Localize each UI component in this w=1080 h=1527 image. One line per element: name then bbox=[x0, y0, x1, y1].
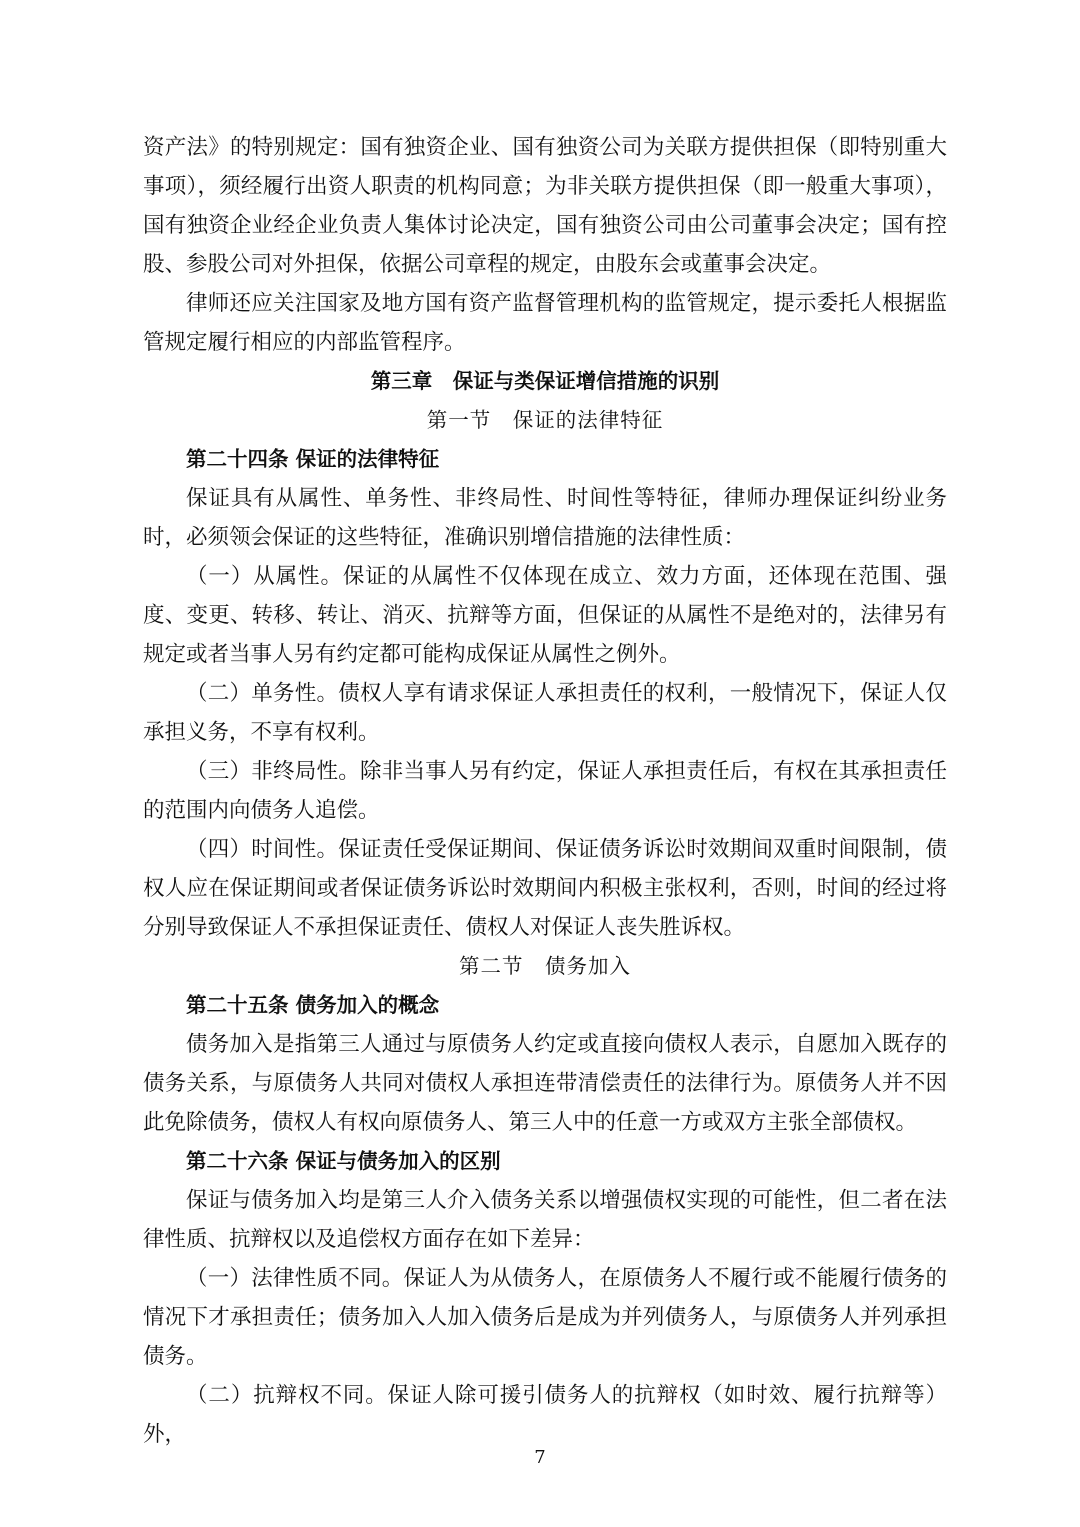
paragraph-accessory-nature: （一）从属性。保证的从属性不仅体现在成立、效力方面，还体现在范围、强度、变更、转移、转让、消灭、抗辩等方面，但保证的从属性不是绝对的，法律另有规定或者当事人另有约定都可能构成保证从属性之例外。 bbox=[143, 564, 947, 667]
chapter-title: 第三章 保证与类保证增信措施的识别 bbox=[370, 369, 720, 393]
paragraph-state-asset-rules: 资产法》的特别规定：国有独资企业、国有独资公司为关联方提供担保（即特别重大事项），须经履行出资人职责的机构同意；为非关联方提供担保（即一般重大事项），国有独资企业经企业负责人集体讨论决定，国有独资公司由公司董事会决定；国有控股、参股公司对外担保，依据公司章程的规定，由股东会或董事会决定。 bbox=[143, 135, 947, 277]
document-body bbox=[143, 128, 947, 1454]
article-24-heading: 第二十四条 保证的法律特征 bbox=[186, 447, 440, 471]
paragraph-differences-intro: 保证与债务加入均是第三人介入债务关系以增强债权实现的可能性，但二者在法律性质、抗辩权以及追偿权方面存在如下差异： bbox=[143, 1188, 947, 1252]
paragraph-defense-right-difference: （二）抗辩权不同。保证人除可援引债务人的抗辩权（如时效、履行抗辩等）外， bbox=[143, 1383, 947, 1447]
article-25-heading: 第二十五条 债务加入的概念 bbox=[186, 993, 440, 1017]
paragraph-guarantee-features: 保证具有从属性、单务性、非终局性、时间性等特征，律师办理保证纠纷业务时，必须领会保证的这些特征，准确识别增信措施的法律性质： bbox=[143, 486, 947, 550]
paragraph-legal-nature-difference: （一）法律性质不同。保证人为从债务人，在原债务人不履行或不能履行债务的情况下才承担责任；债务加入人加入债务后是成为并列债务人，与原债务人并列承担债务。 bbox=[143, 1266, 947, 1369]
paragraph-debt-joinder-concept: 债务加入是指第三人通过与原债务人约定或直接向债权人表示，自愿加入既存的债务关系，与原债务人共同对债权人承担连带清偿责任的法律行为。原债务人并不因此免除债务，债权人有权向原债务人、第三人中的任意一方或双方主张全部债权。 bbox=[143, 1032, 947, 1135]
paragraph-regulatory-notice: 律师还应关注国家及地方国有资产监督管理机构的监管规定，提示委托人根据监管规定履行相应的内部监管程序。 bbox=[143, 291, 947, 355]
page-number: 7 bbox=[534, 1447, 546, 1468]
paragraph-unilateral-nature: （二）单务性。债权人享有请求保证人承担责任的权利，一般情况下，保证人仅承担义务，不享有权利。 bbox=[143, 681, 947, 745]
section-title-1: 第一节 保证的法律特征 bbox=[426, 408, 664, 432]
article-26-heading: 第二十六条 保证与债务加入的区别 bbox=[186, 1149, 501, 1173]
paragraph-non-final-nature: （三）非终局性。除非当事人另有约定，保证人承担责任后，有权在其承担责任的范围内向债务人追偿。 bbox=[143, 759, 947, 823]
paragraph-time-nature: （四）时间性。保证责任受保证期间、保证债务诉讼时效期间双重时间限制，债权人应在保证期间或者保证债务诉讼时效期间内积极主张权利，否则，时间的经过将分别导致保证人不承担保证责任、债权人对保证人丧失胜诉权。 bbox=[143, 837, 947, 940]
section-title-2: 第二节 债务加入 bbox=[459, 954, 631, 978]
